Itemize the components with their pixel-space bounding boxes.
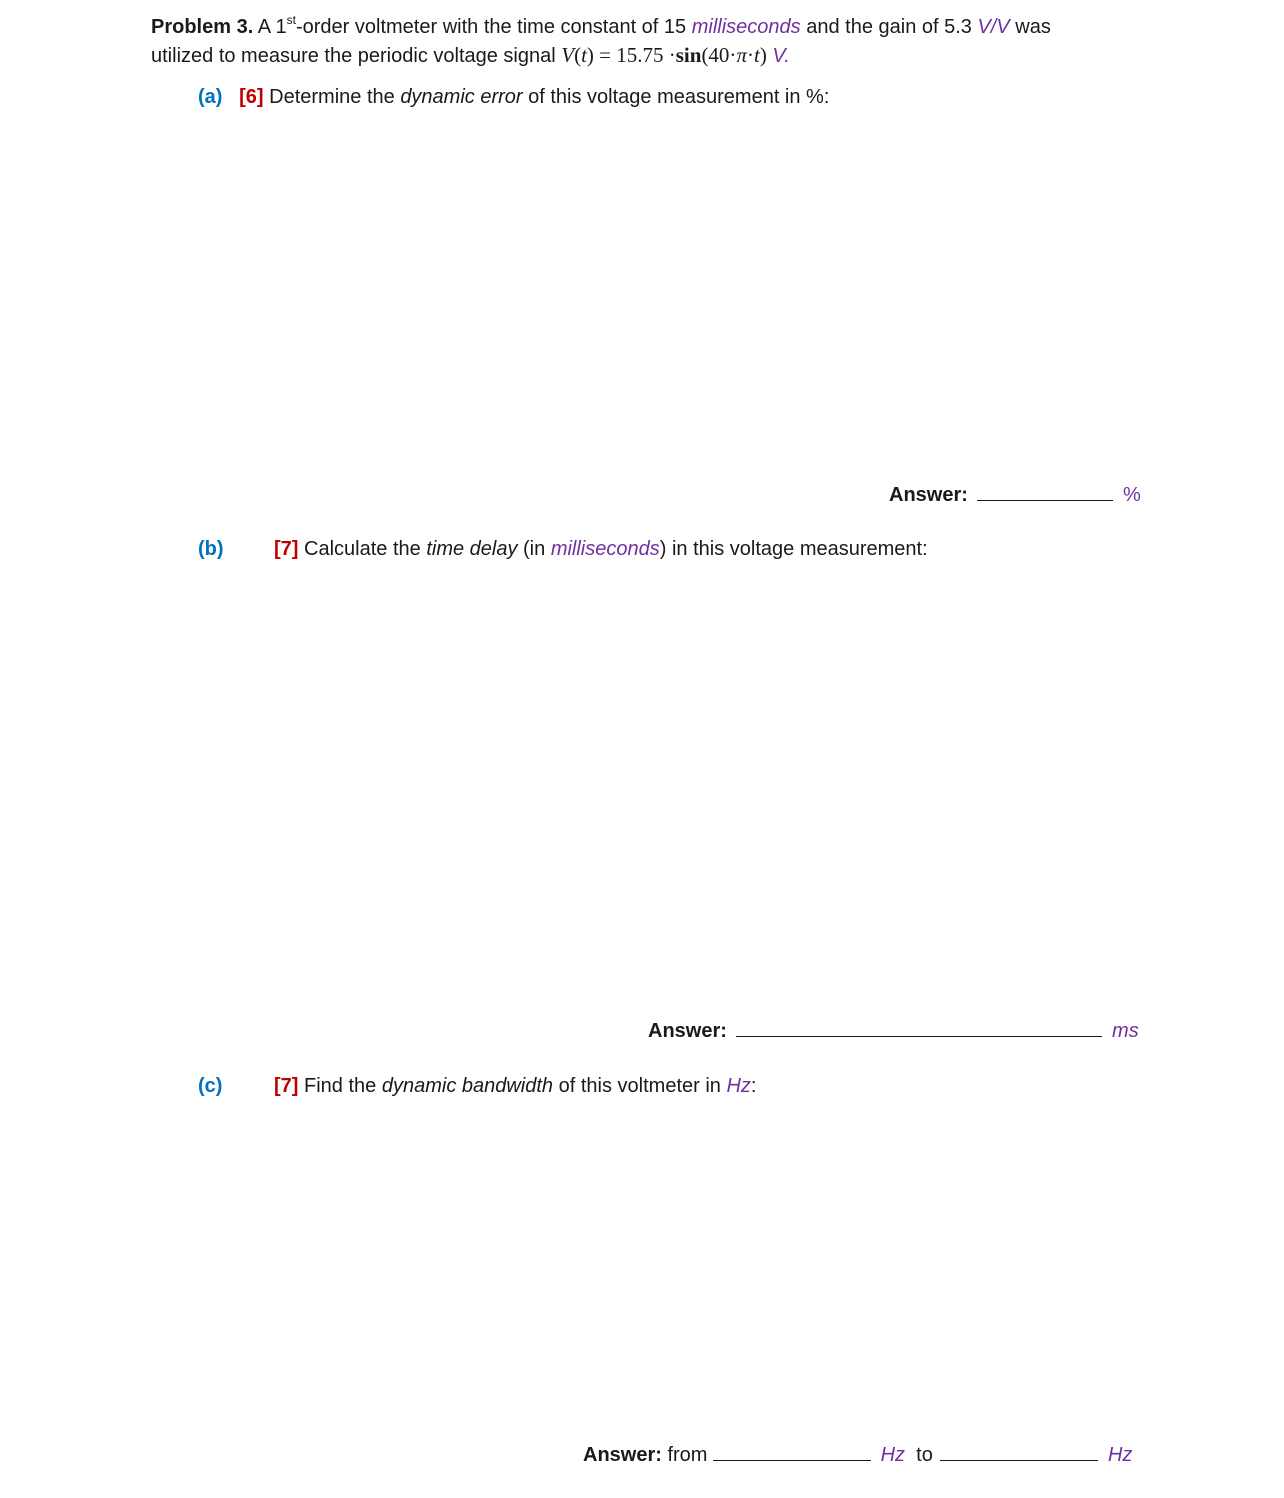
unit-percent: % bbox=[1123, 484, 1141, 506]
problem-text: A 1 bbox=[257, 16, 287, 38]
answer-blank-from[interactable] bbox=[713, 1442, 871, 1461]
part-a-emphasis: dynamic error bbox=[400, 86, 523, 108]
part-c-emphasis: dynamic bandwidth bbox=[381, 1075, 554, 1097]
answer-blank[interactable] bbox=[736, 1018, 1102, 1037]
problem-title: Problem 3. bbox=[151, 16, 254, 38]
unit-hz: Hz bbox=[1107, 1444, 1133, 1466]
part-c-answer-row bbox=[583, 1442, 1132, 1467]
part-b-emphasis: time delay bbox=[426, 538, 518, 560]
answer-label: Answer: bbox=[889, 484, 968, 506]
problem-text: and the gain of 5.3 bbox=[800, 16, 978, 38]
problem-statement-line-2 bbox=[151, 43, 790, 68]
unit-ms: ms bbox=[1112, 1020, 1139, 1042]
problem-text: -order voltmeter with the time constant of 15 bbox=[295, 16, 692, 38]
unit-volts: V. bbox=[766, 45, 790, 67]
unit-milliseconds: milliseconds bbox=[691, 16, 801, 38]
part-a-answer-row bbox=[889, 482, 1141, 507]
unit-milliseconds: milliseconds bbox=[550, 538, 660, 560]
answer-to-text: to bbox=[916, 1444, 933, 1466]
answer-blank-to[interactable] bbox=[940, 1442, 1098, 1461]
signal-equation: V(t) = 15.75 ·sin(40·π·t) bbox=[561, 43, 767, 67]
answer-label: Answer: bbox=[583, 1444, 662, 1466]
answer-blank[interactable] bbox=[977, 482, 1113, 501]
part-b-points: [7] bbox=[274, 538, 299, 560]
ordinal-superscript: st bbox=[286, 13, 296, 27]
unit-hz: Hz bbox=[880, 1444, 906, 1466]
part-c-label: (c) bbox=[198, 1075, 223, 1097]
part-b-question: (b) [7] Calculate the time delay (in milliseconds) in this voltage measurement: bbox=[198, 538, 928, 560]
part-c-question: (c) [7] Find the dynamic bandwidth of this voltmeter in Hz: bbox=[198, 1075, 757, 1097]
problem-text: was bbox=[1009, 16, 1051, 38]
part-a-points: [6] bbox=[239, 86, 264, 108]
part-a-question: (a) [6] Determine the dynamic error of this voltage measurement in %: bbox=[198, 86, 830, 108]
problem-statement-line-1 bbox=[151, 13, 1051, 39]
unit-hz: Hz bbox=[726, 1075, 751, 1097]
unit-volts-per-volt: V/V bbox=[977, 16, 1010, 38]
part-c-points: [7] bbox=[274, 1075, 299, 1097]
problem-text: utilized to measure the periodic voltage signal bbox=[151, 45, 562, 67]
answer-from-text: from bbox=[661, 1444, 714, 1466]
part-b-label: (b) bbox=[198, 538, 224, 560]
part-a-label: (a) bbox=[198, 86, 223, 108]
answer-label: Answer: bbox=[648, 1020, 727, 1042]
part-b-answer-row bbox=[648, 1018, 1139, 1043]
